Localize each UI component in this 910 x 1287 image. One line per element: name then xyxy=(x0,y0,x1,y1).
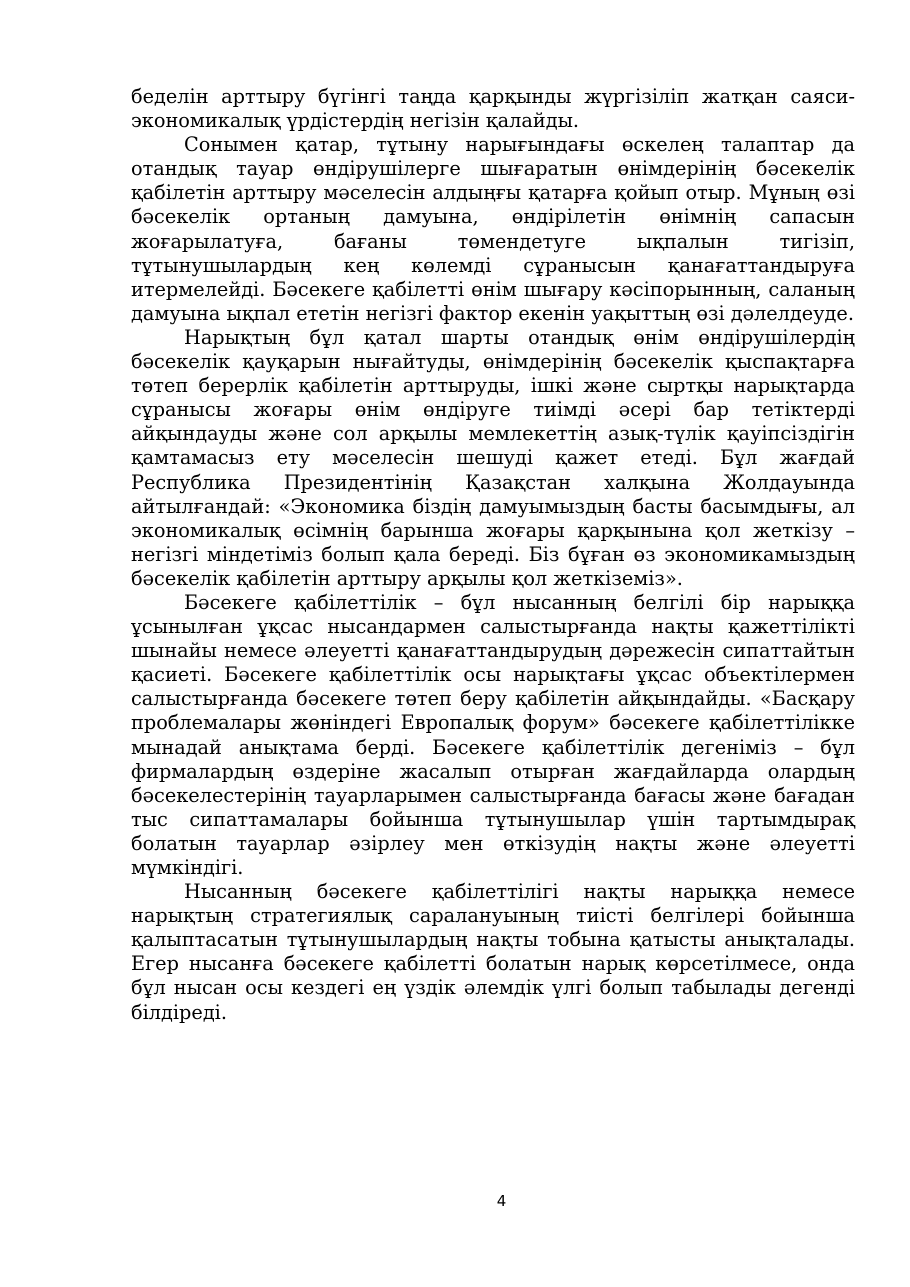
paragraph-3: Нарықтың бұл қатал шарты отандық өнім өндірушілердің бәсекелік қауқарын нығайтуды, өнімдерінің бәсекелік қыспақтарға төтеп берерлік қабілетін арттыруды, ішкі және сыртқы нарықтарда сұранысы жоғары өнім өндіруге тиімді әсері бар тетіктерді айқындауды және сол арқылы мемлекеттің азық-түлік қауіпсіздігін қамтамасыз ету мәселесін шешуді қажет етеді. Бұл жағдай Республика Президентінің Қазақстан халқына Жолдауында айтылғандай: «Экономика біздің дамуымыздың басты басымдығы, ал экономикалық өсімнің барынша жоғары қарқынына қол жеткізу – негізгі міндетіміз болып қала береді. Біз бұған өз экономикамыздың бәсекелік қабілетін арттыру арқылы қол жеткіземіз». xyxy=(131,325,855,590)
document-body xyxy=(131,85,855,1025)
paragraph-2: Сонымен қатар, тұтыну нарығындағы өскелең талаптар да отандық тауар өндірушілерге шығаратын өнімдерінің бәсекелік қабілетін арттыру мәселесін алдыңғы қатарға қойып отыр. Мұның өзі бәсекелік ортаның дамуына, өндірілетін өнімнің сапасын жоғарылатуға, бағаны төмендетуге ықпалын тигізіп, тұтынушылардың кең көлемді сұранысын қанағаттандыруға итермелейді. Бәсекеге қабілетті өнім шығару кәсіпорынның, саланың дамуына ықпал ететін негізгі фактор екенін уақыттың өзі дәлелдеуде. xyxy=(131,133,855,325)
page-number: 4 xyxy=(496,1192,507,1210)
paragraph-1: беделін арттыру бүгінгі таңда қарқынды жүргізіліп жатқан саяси-экономикалық үрдістердің негізін қалайды. xyxy=(131,85,855,133)
paragraph-5: Нысанның бәсекеге қабілеттілігі нақты нарыққа немесе нарықтың стратегиялық саралануының тиісті белгілері бойынша қалыптасатын тұтынушылардың нақты тобына қатысты анықталады. Егер нысанға бәсекеге қабілетті болатын нарық көрсетілмесе, онда бұл нысан осы кездегі ең үздік әлемдік үлгі болып табылады дегенді білдіреді. xyxy=(131,880,855,1024)
paragraph-4: Бәсекеге қабілеттілік – бұл нысанның белгілі бір нарыққа ұсынылған ұқсас нысандармен салыстырғанда нақты қажеттілікті шынайы немесе әлеуетті қанағаттандырудың дәрежесін сипаттайтын қасиеті. Бәсекеге қабілеттілік осы нарықтағы ұқсас объектілермен салыстырғанда бәсекеге төтеп беру қабілетін айқындайды. «Басқару проблемалары жөніндегі Европалық форум» бәсекеге қабілеттілікке мынадай анықтама берді. Бәсекеге қабілеттілік дегеніміз – бұл фирмалардың өздеріне жасалып отырған жағдайларда олардың бәсекелестерінің тауарларымен салыстырғанда бағасы және бағадан тыс сипаттамалары бойынша тұтынушылар үшін тартымдырақ болатын тауарлар әзірлеу мен өткізудің нақты және әлеуетті мүмкіндігі. xyxy=(131,590,855,879)
